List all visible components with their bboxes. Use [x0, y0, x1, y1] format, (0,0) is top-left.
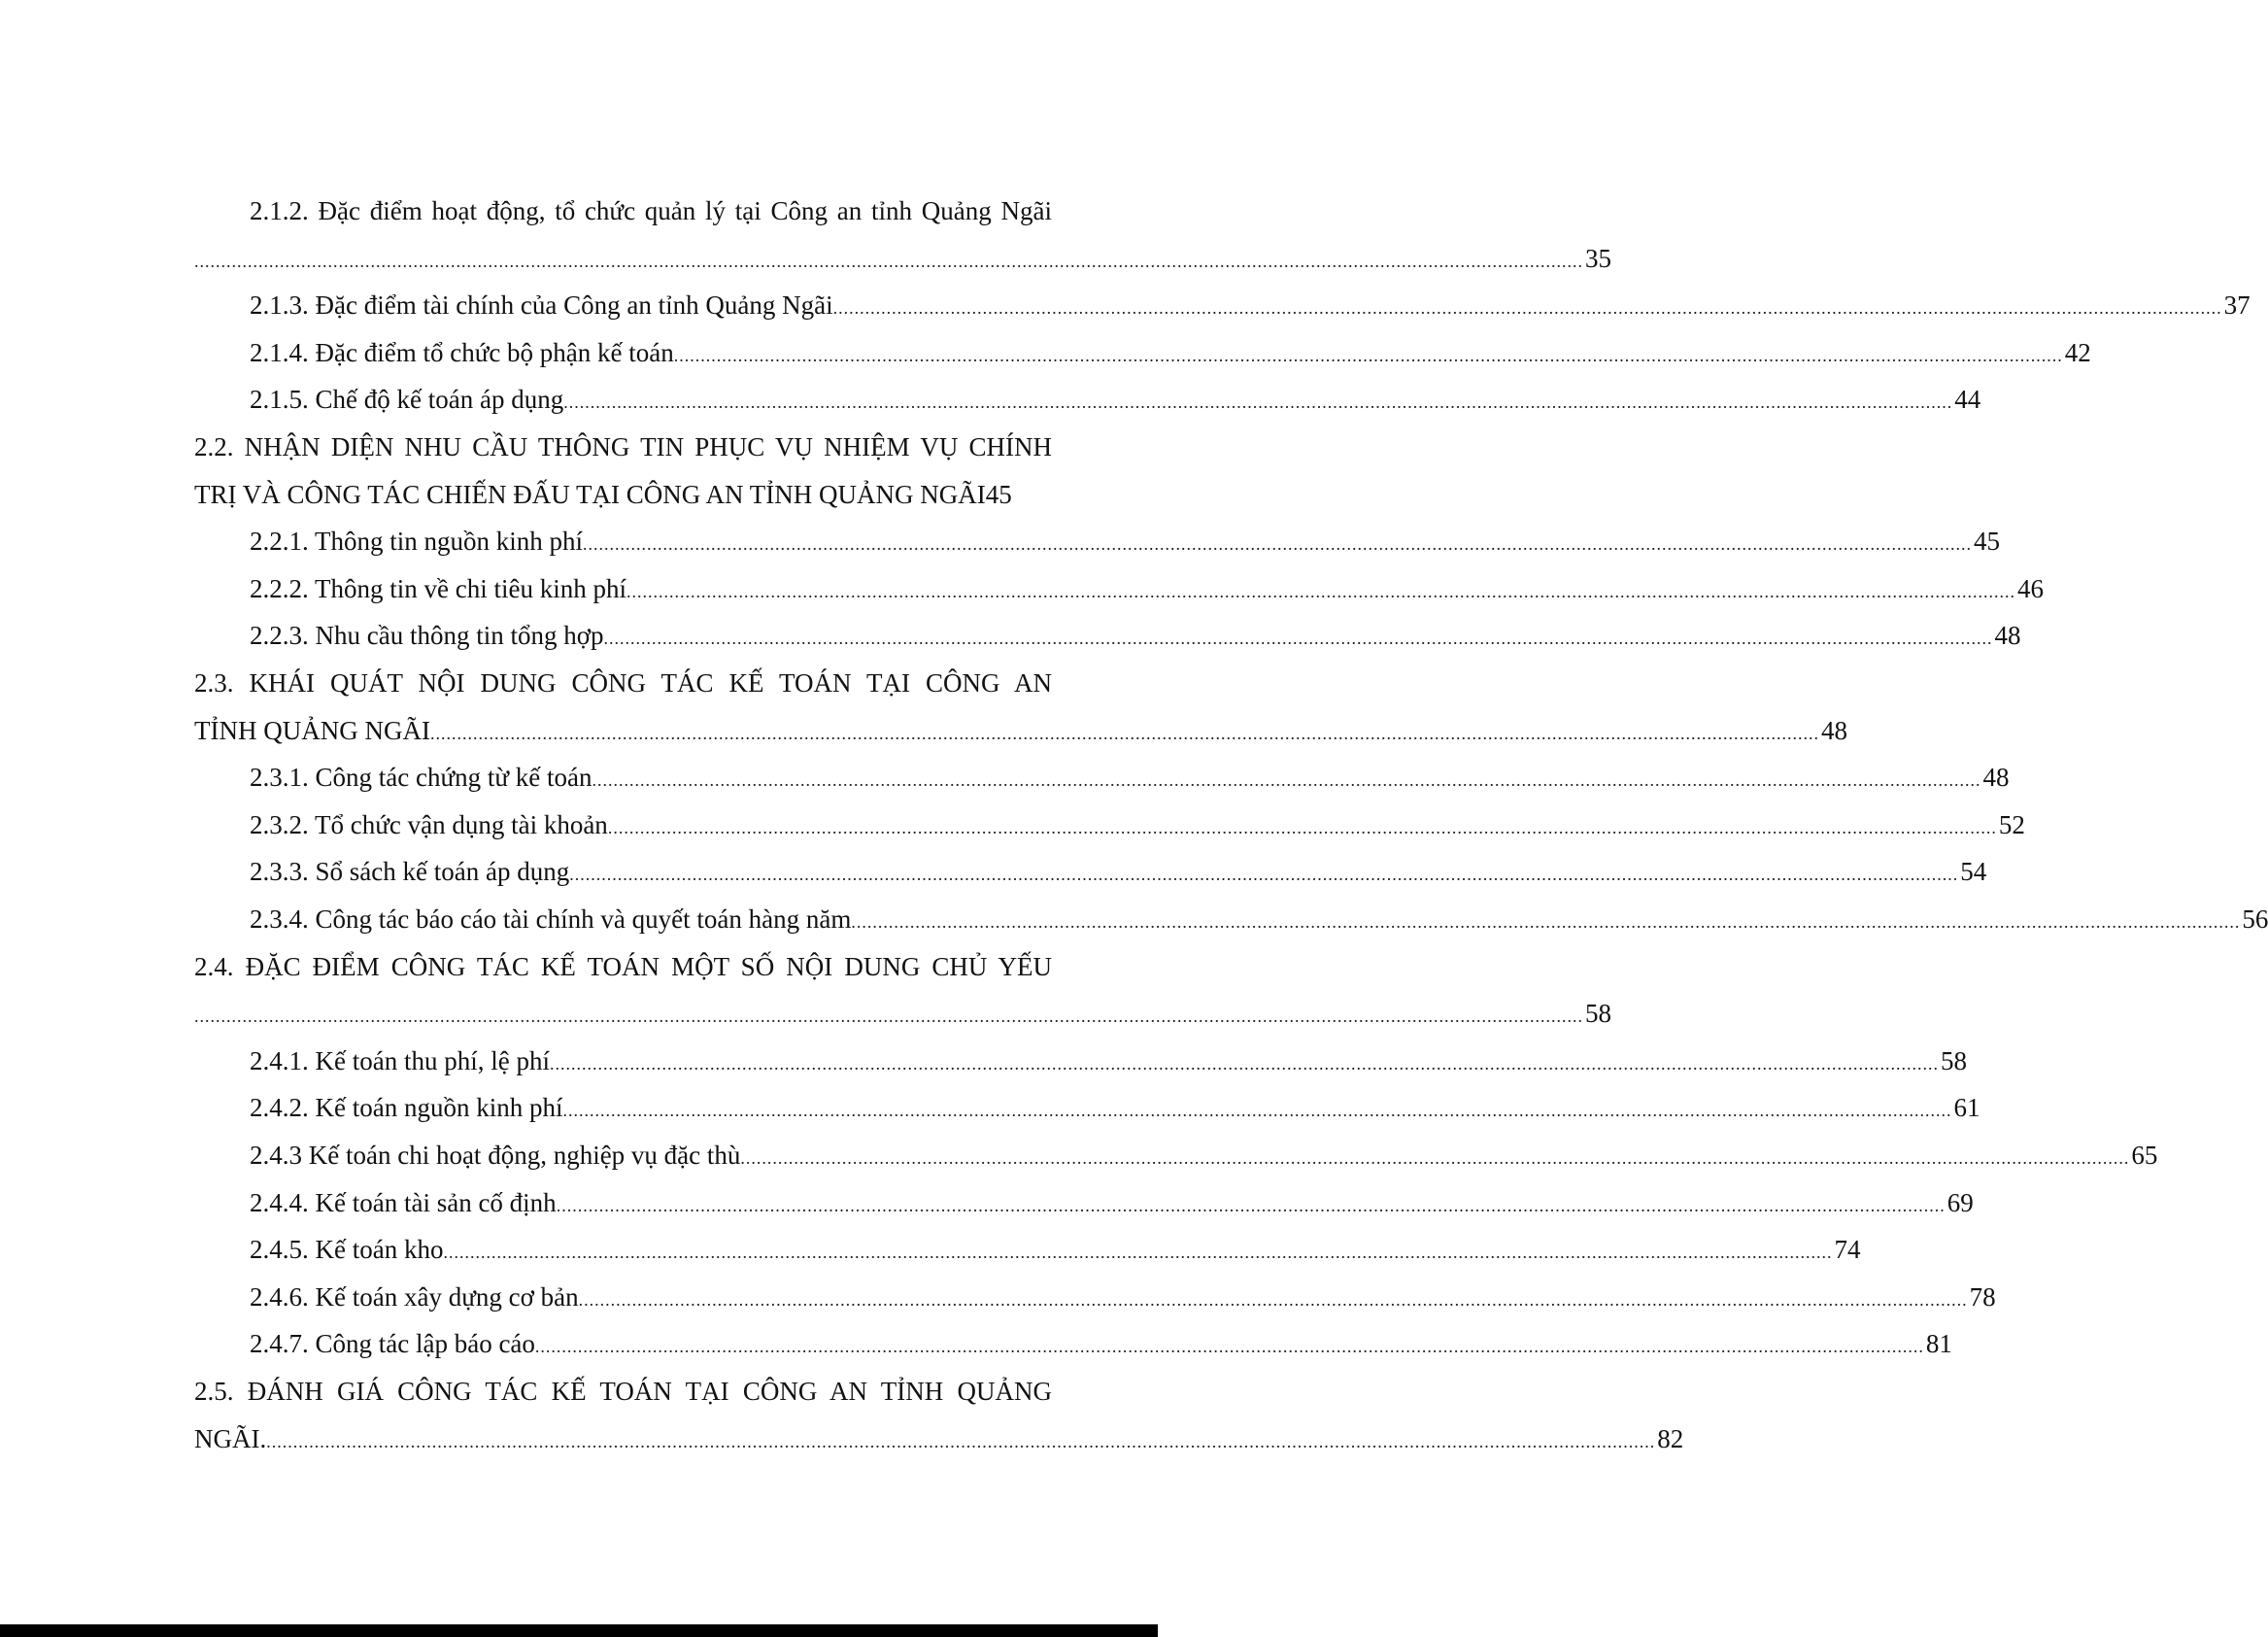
toc-entry: [194, 478, 1052, 511]
toc-entry-title: 2.2.2. Thông tin về chi tiêu kinh phí: [250, 573, 626, 603]
dot-leader: ....................................................................................................................................................................................................................................................................: [556, 1195, 1946, 1215]
toc-entry: [194, 572, 2044, 605]
toc-entry: [194, 1186, 1974, 1219]
toc-entry: [194, 1091, 1980, 1124]
toc-entry-title: 2.3.4. Công tác báo cáo tài chính và quyết toán hàng năm: [250, 904, 852, 934]
toc-entry: [194, 1422, 1684, 1455]
dot-leader: ....................................................................................................................................................................................................................................................................: [626, 581, 2015, 601]
toc-entry: [194, 855, 1987, 888]
dot-leader: ....................................................................................................................................................................................................................................................................: [851, 912, 2241, 932]
toc-page-number: 45: [1974, 527, 2001, 557]
toc-entry: [194, 1139, 2158, 1172]
toc-entry: [194, 289, 2251, 322]
toc-page-number: 58: [1585, 999, 1611, 1029]
toc-page-number: 46: [2016, 573, 2044, 603]
toc-entry: [194, 997, 1611, 1030]
dot-leader: ....................................................................................................................................................................................................................................................................: [607, 817, 1997, 837]
toc-entry-title: 2.1.2. Đặc điểm hoạt động, tổ chức quản lý tại Công an tỉnh Quảng Ngãi: [250, 196, 1052, 225]
toc-entry: [194, 950, 1052, 983]
toc-entry: [194, 1375, 1052, 1408]
toc-page-number: 82: [1657, 1423, 1684, 1453]
toc-entry: [194, 619, 2021, 652]
toc-entry-title: NGÃI.: [194, 1423, 267, 1453]
toc-entry: [194, 1327, 1952, 1360]
toc-page-number: 81: [1925, 1329, 1952, 1359]
toc-entry-title: 2.1.3. Đặc điểm tài chính của Công an tỉnh Quảng Ngãi: [250, 290, 833, 321]
dot-leader: ....................................................................................................................................................................................................................................................................: [740, 1148, 2130, 1168]
toc-entry: [194, 761, 2010, 794]
dot-leader: ....................................................................................................................................................................................................................................................................: [832, 298, 2222, 319]
page-edge-bar: [0, 1624, 1158, 1637]
toc-entry: [194, 1044, 1967, 1077]
toc-page-number: 35: [1585, 243, 1611, 273]
toc-entry-title: 2.4.7. Công tác lập báo cáo: [250, 1329, 535, 1359]
dot-leader: ....................................................................................................................................................................................................................................................................: [549, 1053, 1939, 1074]
toc-page-number: 78: [1969, 1281, 1996, 1312]
toc-entry: [194, 525, 2001, 558]
toc-entry-title: 2.2.1. Thông tin nguồn kinh phí: [250, 527, 584, 557]
toc-entry-title: 2.2.3. Nhu cầu thông tin tổng hợp: [250, 621, 604, 651]
dot-leader: ....................................................................................................................................................................................................................................................................: [603, 629, 1993, 649]
dot-leader: ....................................................................................................................................................................................................................................................................: [563, 392, 1953, 413]
dot-leader: ....................................................................................................................................................................................................................................................................: [562, 1101, 1952, 1121]
toc-entry: [194, 808, 2025, 841]
toc-page-number: 52: [1998, 809, 2025, 839]
toc-entry-title: 2.3.2. Tổ chức vận dụng tài khoản: [250, 809, 608, 839]
toc-page-number: 69: [1946, 1187, 1974, 1217]
toc-entry-title: 2.5. ĐÁNH GIÁ CÔNG TÁC KẾ TOÁN TẠI CÔNG AN TỈNH QUẢNG: [194, 1377, 1052, 1406]
toc-page-number: 56: [2242, 904, 2268, 934]
toc-entry: [194, 714, 1847, 747]
dot-leader: ....................................................................................................................................................................................................................................................................: [569, 865, 1959, 885]
dot-leader: ....................................................................................................................................................................................................................................................................: [443, 1243, 1833, 1263]
dot-leader: ....................................................................................................................................................................................................................................................................: [583, 534, 1973, 555]
dot-leader: ....................................................................................................................................................................................................................................................................: [592, 770, 1981, 791]
toc-entry-title: 2.2. NHẬN DIỆN NHU CẦU THÔNG TIN PHỤC VỤ NHIỆM VỤ CHÍNH: [194, 432, 1052, 461]
toc-entry: [194, 1280, 1996, 1313]
dot-leader: ....................................................................................................................................................................................................................................................................: [534, 1337, 1924, 1357]
dot-leader: ....................................................................................................................................................................................................................................................................: [194, 251, 1583, 271]
toc-entry: [194, 242, 1611, 275]
toc-page-number: 65: [2131, 1141, 2158, 1170]
toc-entry-title: TỈNH QUẢNG NGÃI: [194, 715, 430, 745]
toc-page-number: 42: [2064, 337, 2091, 367]
dot-leader: ....................................................................................................................................................................................................................................................................: [429, 723, 1819, 743]
toc-entry: [194, 383, 1981, 416]
toc-entry: [194, 1233, 1861, 1266]
dot-leader: ....................................................................................................................................................................................................................................................................: [673, 345, 2063, 365]
toc-entry-title: 2.4.3 Kế toán chi hoạt động, nghiệp vụ đặc thù: [250, 1141, 741, 1170]
dot-leader: ....................................................................................................................................................................................................................................................................: [194, 1006, 1583, 1027]
toc-page-number: 74: [1834, 1235, 1861, 1265]
toc-page-number: 48: [1982, 763, 2010, 793]
toc-entry-title: 2.4.6. Kế toán xây dựng cơ bản: [250, 1281, 579, 1312]
toc-entry: [194, 430, 1052, 463]
toc-entry-title: TRỊ VÀ CÔNG TÁC CHIẾN ĐẤU TẠI CÔNG AN TỈNH QUẢNG NGÃI45: [194, 479, 1012, 509]
toc-entry-title: 2.4.2. Kế toán nguồn kinh phí: [250, 1093, 563, 1123]
toc-entry-title: 2.1.4. Đặc điểm tổ chức bộ phận kế toán: [250, 337, 674, 367]
toc-page-number: 48: [1994, 621, 2021, 651]
toc-entry: [194, 903, 2268, 936]
toc-entry: [194, 336, 2091, 369]
dot-leader: ....................................................................................................................................................................................................................................................................: [578, 1289, 1968, 1310]
toc-entry-title: 2.3. KHÁI QUÁT NỘI DUNG CÔNG TÁC KẾ TOÁN TẠI CÔNG AN: [194, 668, 1052, 698]
toc-entry-title: 2.1.5. Chế độ kế toán áp dụng: [250, 385, 564, 415]
toc-page-number: 54: [1960, 857, 1987, 887]
toc-page-number: 37: [2223, 290, 2251, 321]
toc-page-number: 44: [1954, 385, 1981, 415]
toc-entry-title: 2.3.3. Sổ sách kế toán áp dụng: [250, 857, 570, 887]
toc-entry-title: 2.4.1. Kế toán thu phí, lệ phí: [250, 1045, 550, 1075]
toc-page-number: 61: [1953, 1093, 1980, 1123]
toc-entry-title: 2.4.4. Kế toán tài sản cố định: [250, 1187, 557, 1217]
toc-entry-title: 2.4.5. Kế toán kho: [250, 1235, 444, 1265]
toc-entry-title: 2.4. ĐẶC ĐIỂM CÔNG TÁC KẾ TOÁN MỘT SỐ NỘI DUNG CHỦ YẾU: [194, 951, 1052, 981]
toc-page-number: 58: [1940, 1045, 1967, 1075]
toc-entry: [194, 194, 1052, 227]
toc-page-number: 48: [1820, 715, 1847, 745]
dot-leader: ....................................................................................................................................................................................................................................................................: [266, 1431, 1656, 1451]
toc-entry: [194, 666, 1052, 699]
toc-entry-title: 2.3.1. Công tác chứng từ kế toán: [250, 763, 592, 793]
